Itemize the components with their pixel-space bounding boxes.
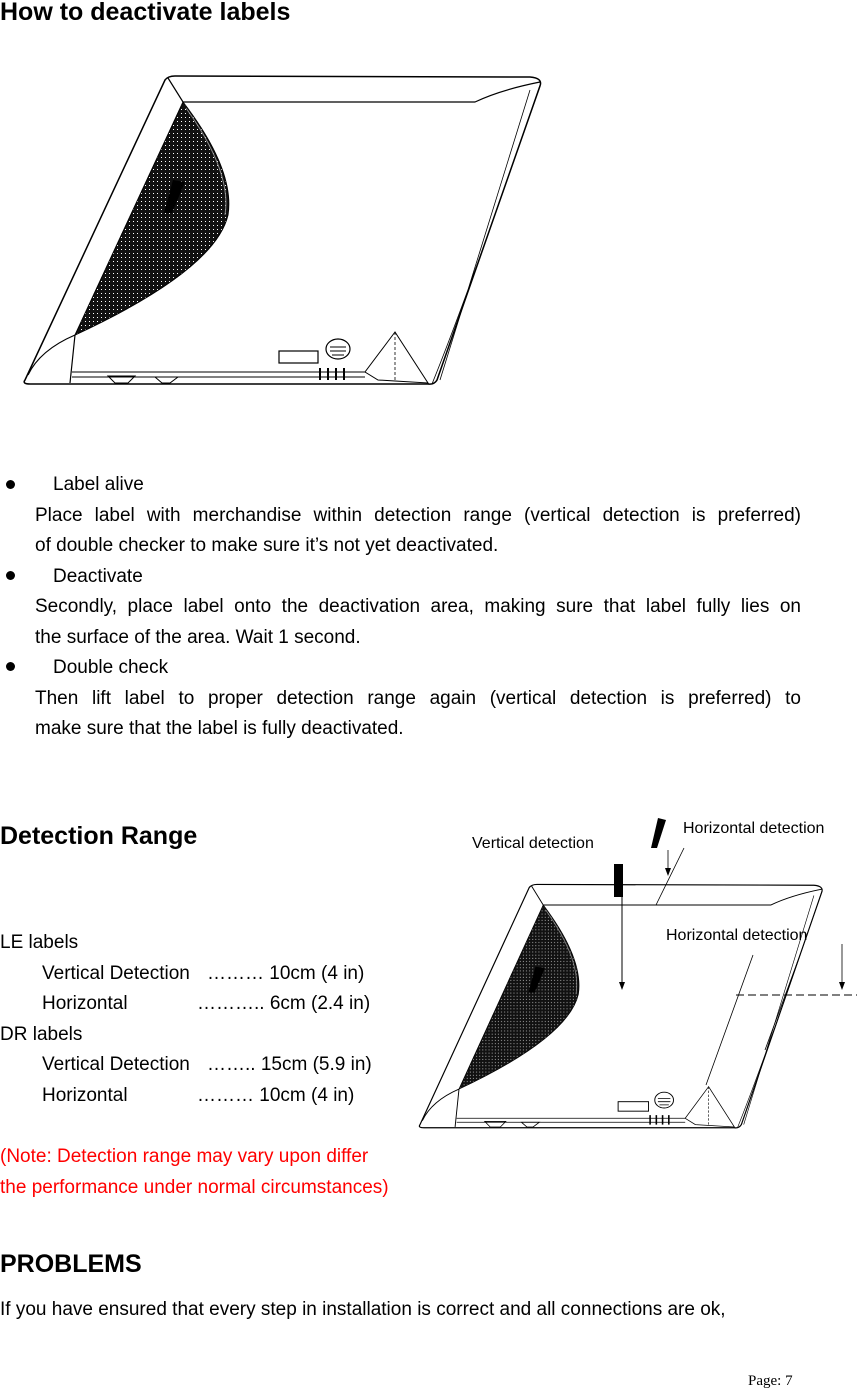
diagram-label-vertical: Vertical detection xyxy=(472,835,594,852)
section-title-deactivate: How to deactivate labels xyxy=(0,0,291,26)
step-text: make sure that the label is fully deactivated. xyxy=(35,718,404,739)
step-text: Then lift label to proper detection range again (vertical detection is preferred) to xyxy=(35,688,801,709)
step-heading: Double check xyxy=(53,657,169,678)
group-name: LE labels xyxy=(0,932,79,953)
bullet-icon xyxy=(6,662,15,671)
step-text: Place label with merchandise within detection range (vertical detection is preferred) xyxy=(35,505,801,526)
vertical-label-marker xyxy=(614,864,623,897)
spec-value: ……….. 6cm (2.4 in) xyxy=(197,993,371,1014)
step-heading: Label alive xyxy=(53,474,144,495)
group-name: DR labels xyxy=(0,1024,83,1045)
note-line-2: the performance under normal circumstances) xyxy=(0,1177,389,1198)
section-title-detection-range: Detection Range xyxy=(0,822,198,850)
section-title-problems: PROBLEMS xyxy=(0,1250,142,1278)
step-text: Secondly, place label onto the deactivation area, making sure that label fully lies on xyxy=(35,596,801,617)
double-checker-device-illustration xyxy=(24,76,540,384)
diagram-label-horizontal-top: Horizontal detection xyxy=(683,820,825,837)
spec-label: Horizontal xyxy=(42,1085,128,1106)
spec-value: …….. 15cm (5.9 in) xyxy=(207,1054,372,1075)
step-heading: Deactivate xyxy=(53,566,143,587)
bullet-icon xyxy=(6,571,15,580)
note-line-1: (Note: Detection range may vary upon differ xyxy=(0,1146,369,1167)
spec-label: Vertical Detection xyxy=(42,1054,190,1075)
spec-value: ……… 10cm (4 in) xyxy=(207,963,365,984)
bullet-icon xyxy=(6,480,15,489)
spec-value: ……… 10cm (4 in) xyxy=(197,1085,355,1106)
step-text: of double checker to make sure it’s not yet deactivated. xyxy=(35,535,499,556)
spec-label: Vertical Detection xyxy=(42,963,190,984)
horizontal-label-marker xyxy=(651,818,666,848)
step-text: the surface of the area. Wait 1 second. xyxy=(35,627,361,648)
detection-range-diagram xyxy=(419,818,857,1128)
page-number: Page: 7 xyxy=(748,1373,793,1389)
problems-text: If you have ensured that every step in installation is correct and all connections are ok, xyxy=(0,1299,726,1320)
diagram-label-horizontal-side: Horizontal detection xyxy=(666,927,808,944)
spec-label: Horizontal xyxy=(42,993,128,1014)
